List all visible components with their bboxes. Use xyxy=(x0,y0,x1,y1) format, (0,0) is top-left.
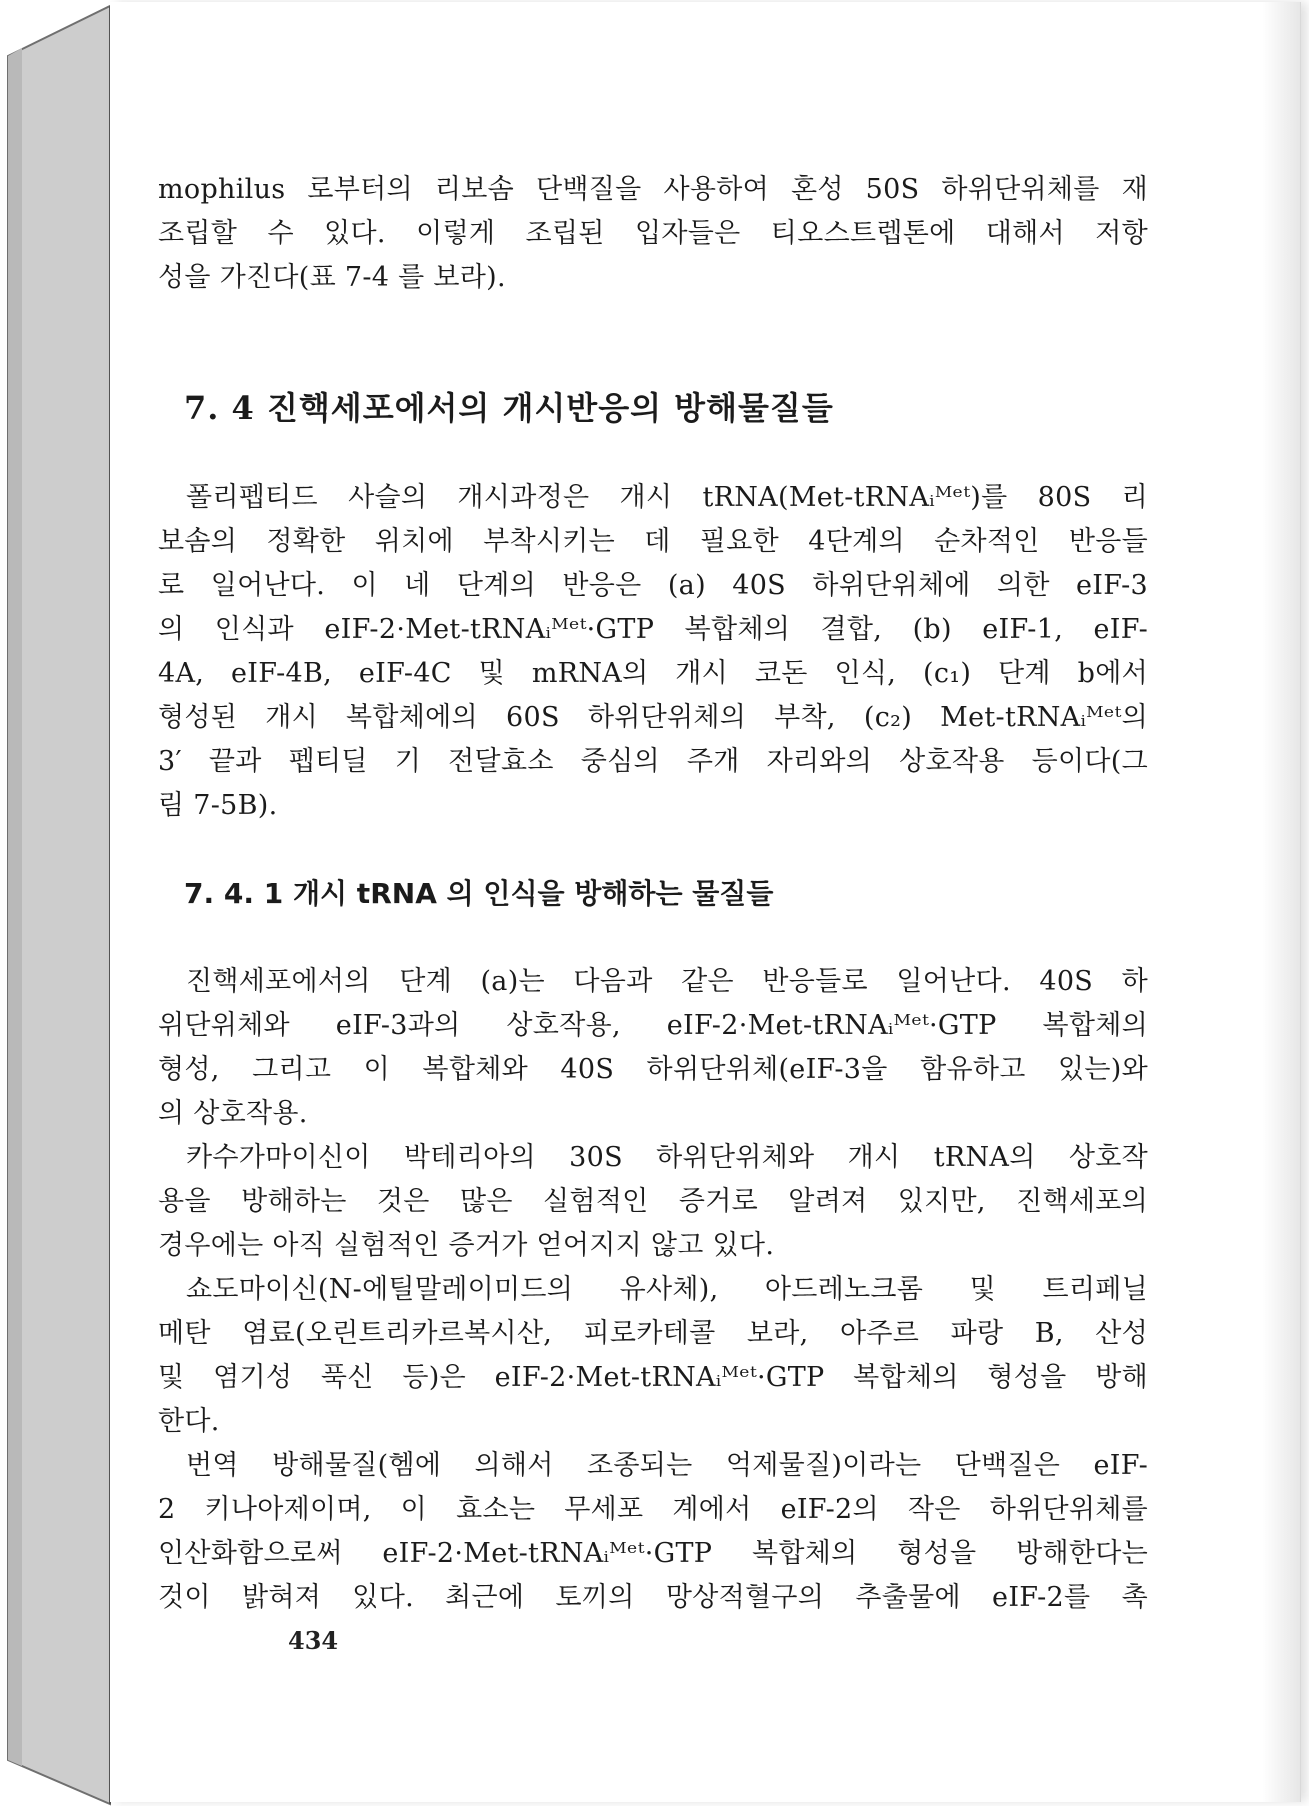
text-line: 쇼도마이신(N-에틸말레이미드의 유사체), 아드레노크롬 및 트리페닐 xyxy=(186,1274,1148,1305)
text-line: 성을 가진다(표 7-4 를 보라). xyxy=(158,262,506,293)
text-line: 4A, eIF-4B, eIF-4C 및 mRNA의 개시 코돈 인식, (c₁) 단계 b에서 xyxy=(158,658,1148,689)
text-line: 것이 밝혀져 있다. 최근에 토끼의 망상적혈구의 추출물에 eIF-2를 촉 xyxy=(158,1582,1148,1613)
text-line: 경우에는 아직 실험적인 증거가 얻어지지 않고 있다. xyxy=(158,1230,775,1261)
page-number: 434 xyxy=(288,1626,339,1655)
text-line: 폴리펩티드 사슬의 개시과정은 개시 tRNA(Met-tRNAᵢᴹᵉᵗ)를 80S 리 xyxy=(186,482,1148,513)
text-line: 인산화함으로써 eIF-2·Met-tRNAᵢᴹᵉᵗ·GTP 복합체의 형성을 방해한다는 xyxy=(158,1538,1148,1569)
text-line: 용을 방해하는 것은 많은 실험적인 증거로 알려져 있지만, 진핵세포의 xyxy=(158,1186,1148,1217)
text-line: 보솜의 정확한 위치에 부착시키는 데 필요한 4단계의 순차적인 반응들 xyxy=(158,526,1148,557)
text-line: 및 염기성 푹신 등)은 eIF-2·Met-tRNAᵢᴹᵉᵗ·GTP 복합체의 형성을 방해 xyxy=(158,1362,1148,1393)
paragraph-1 xyxy=(158,960,1148,1136)
paragraph-4 xyxy=(158,1444,1148,1620)
text-line: 의 상호작용. xyxy=(158,1098,308,1129)
text-line: 3′ 끝과 펩티딜 기 전달효소 중심의 주개 자리와의 상호작용 등이다(그 xyxy=(158,746,1148,777)
text-line: 카수가마이신이 박테리아의 30S 하위단위체와 개시 tRNA의 상호작 xyxy=(186,1142,1148,1173)
page-content xyxy=(158,168,1148,1620)
section-heading: 7. 4 진핵세포에서의 개시반응의 방해물질들 xyxy=(184,389,834,427)
text-line: 림 7-5B). xyxy=(158,790,278,821)
text-line: 로 일어난다. 이 네 단계의 반응은 (a) 40S 하위단위체에 의한 eIF-3 xyxy=(158,570,1148,601)
text-line: 번역 방해물질(헴에 의해서 조종되는 억제물질)이라는 단백질은 eIF- xyxy=(186,1450,1148,1481)
page-edge-shadow xyxy=(1262,2,1300,1802)
section-paragraph xyxy=(158,476,1148,828)
text-line: 진핵세포에서의 단계 (a)는 다음과 같은 반응들로 일어난다. 40S 하 xyxy=(186,966,1148,997)
text-line: 조립할 수 있다. 이렇게 조립된 입자들은 티오스트렙톤에 대해서 저항 xyxy=(158,218,1148,249)
text-line: mophilus 로부터의 리보솜 단백질을 사용하여 혼성 50S 하위단위체를 재 xyxy=(158,174,1148,205)
text-line: 의 인식과 eIF-2·Met-tRNAᵢᴹᵉᵗ·GTP 복합체의 결합, (b) eIF-1, eIF- xyxy=(158,614,1148,645)
text-line: 2 키나아제이며, 이 효소는 무세포 계에서 eIF-2의 작은 하위단위체를 xyxy=(158,1494,1148,1525)
text-line: 위단위체와 eIF-3과의 상호작용, eIF-2·Met-tRNAᵢᴹᵉᵗ·GTP 복합체의 xyxy=(158,1010,1148,1041)
intro-paragraph xyxy=(158,168,1148,300)
text-line: 형성, 그리고 이 복합체와 40S 하위단위체(eIF-3을 함유하고 있는)와 xyxy=(158,1054,1148,1085)
paragraph-2 xyxy=(158,1136,1148,1268)
text-line: 한다. xyxy=(158,1406,220,1437)
paragraph-3 xyxy=(158,1268,1148,1444)
text-line: 메탄 염료(오린트리카르복시산, 피로카테콜 보라, 아주르 파랑 B, 산성 xyxy=(158,1318,1148,1349)
book-spine xyxy=(0,0,112,1806)
text-line: 형성된 개시 복합체에의 60S 하위단위체의 부착, (c₂) Met-tRNAᵢᴹᵉᵗ의 xyxy=(158,702,1148,733)
subsection-heading: 7. 4. 1 개시 tRNA 의 인식을 방해하는 물질들 xyxy=(184,877,774,910)
